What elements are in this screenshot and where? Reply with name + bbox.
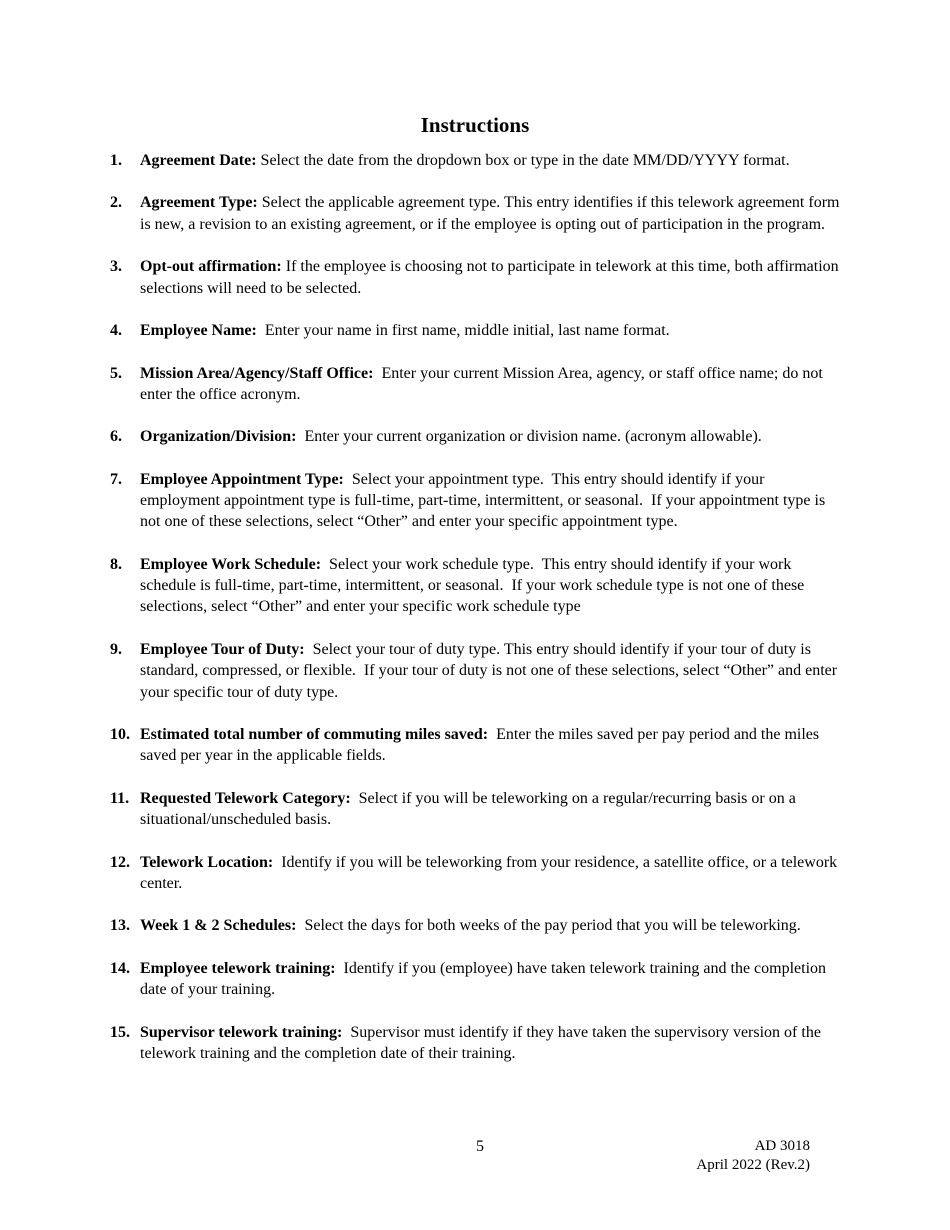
instruction-item-3 [110, 256, 845, 299]
item-label: Week 1 & 2 Schedules: [140, 917, 297, 935]
item-label: Employee Tour of Duty: [140, 640, 305, 658]
page-number: 5 [476, 1138, 484, 1155]
item-number: 5. [110, 364, 122, 382]
item-label: Requested Telework Category: [140, 789, 351, 807]
item-body [140, 788, 845, 831]
item-label: Agreement Date: [140, 152, 257, 169]
item-text: Enter your current organization or division name. (acronym allowable). [296, 428, 762, 446]
instruction-item-13 [110, 915, 845, 936]
item-text: Select the date from the dropdown box or type in the date MM/DD/YYYY format. [256, 152, 790, 169]
instruction-item-4 [110, 320, 845, 341]
item-number: 2. [110, 194, 122, 212]
item-text: Supervisor must identify if they have taken the supervisory version of the telework training and the completion date of their training. [140, 1023, 825, 1062]
instruction-item-15 [110, 1022, 845, 1065]
form-revision: April 2022 (Rev.2) [696, 1157, 810, 1173]
item-body [140, 852, 845, 895]
instruction-item-11 [110, 788, 845, 831]
item-label: Telework Location: [140, 853, 274, 871]
item-label: Organization/Division: [140, 428, 297, 446]
item-text: Select the days for both weeks of the pay period that you will be teleworking. [296, 917, 801, 935]
instruction-item-14 [110, 958, 845, 1001]
item-number: 1. [110, 152, 122, 169]
item-number: 4. [110, 322, 122, 340]
item-body [140, 469, 845, 533]
instruction-item-8 [110, 554, 845, 618]
item-number: 7. [110, 470, 122, 488]
instruction-item-9 [110, 639, 845, 703]
item-number: 15. [110, 1023, 130, 1041]
item-body [140, 915, 845, 936]
item-number: 14. [110, 959, 130, 977]
item-text: Select your appointment type. This entry should identify if your employment appointment type is full-time, part-time, intermittent, or seasonal. If your appointment type is not one of these selections, select “Other” and enter your specific appointment type. [140, 470, 830, 531]
item-number: 13. [110, 917, 130, 935]
item-label: Employee Name: [140, 322, 257, 340]
item-text: Identify if you (employee) have taken telework training and the completion date of your training. [140, 959, 831, 999]
item-number: 6. [110, 428, 122, 446]
item-text: Select the applicable agreement type. This entry identifies if this telework agreement form is new, a revision to an existing agreement, or if the employee is opting out of participation in the program. [140, 194, 844, 233]
page-title: Instructions [420, 113, 530, 137]
item-body [140, 192, 845, 235]
item-body [140, 150, 845, 171]
item-label: Agreement Type: [140, 194, 258, 212]
item-text: Select if you will be teleworking on a regular/recurring basis or on a situational/unscheduled basis. [140, 789, 800, 829]
item-number: 10. [110, 726, 130, 744]
instruction-item-2 [110, 192, 845, 235]
form-id: AD 3018 [754, 1138, 810, 1154]
item-body [140, 426, 845, 447]
item-label: Employee telework training: [140, 959, 336, 977]
item-body [140, 1022, 845, 1065]
instructions-list [110, 150, 845, 1085]
item-body [140, 256, 845, 299]
item-text: Enter your name in first name, middle initial, last name format. [256, 322, 670, 340]
item-body [140, 320, 845, 341]
item-number: 9. [110, 640, 122, 658]
instruction-item-10 [110, 724, 845, 767]
item-number: 12. [110, 853, 130, 871]
item-number: 3. [110, 258, 122, 276]
item-text: Enter the miles saved per pay period and the miles saved per year in the applicable fields. [140, 726, 824, 765]
item-body [140, 639, 845, 703]
item-body [140, 363, 845, 406]
item-number: 8. [110, 555, 122, 573]
item-text: If the employee is choosing not to participate in telework at this time, both affirmation selections will need to be selected. [140, 258, 843, 297]
instruction-item-5 [110, 363, 845, 406]
item-label: Estimated total number of commuting miles saved: [140, 726, 489, 744]
item-label: Opt-out affirmation: [140, 258, 282, 276]
item-label: Employee Appointment Type: [140, 470, 344, 488]
item-label: Mission Area/Agency/Staff Office: [140, 364, 374, 382]
item-text: Select your work schedule type. This entry should identify if your work schedule is full-time, part-time, intermittent, or seasonal. If your work schedule type is not one of these selections, select “Other” and enter your specific work schedule type [140, 555, 809, 616]
form-identifier [696, 1137, 810, 1175]
item-label: Supervisor telework training: [140, 1023, 343, 1041]
item-body [140, 958, 845, 1001]
instruction-item-1 [110, 150, 845, 171]
item-number: 11. [110, 789, 130, 807]
item-body [140, 724, 845, 767]
item-label: Employee Work Schedule: [140, 555, 322, 573]
item-text: Select your tour of duty type. This entry should identify if your tour of duty is standard, compressed, or flexible. If your tour of duty is not one of these selections, select “Other” and enter your specific tour of duty type. [140, 640, 842, 701]
item-body [140, 554, 845, 618]
instruction-item-7 [110, 469, 845, 533]
item-text: Identify if you will be teleworking from your residence, a satellite office, or a telework center. [140, 853, 842, 892]
item-text: Enter your current Mission Area, agency, or staff office name; do not enter the office acronym. [140, 364, 827, 403]
instruction-item-6 [110, 426, 845, 447]
instruction-item-12 [110, 852, 845, 895]
